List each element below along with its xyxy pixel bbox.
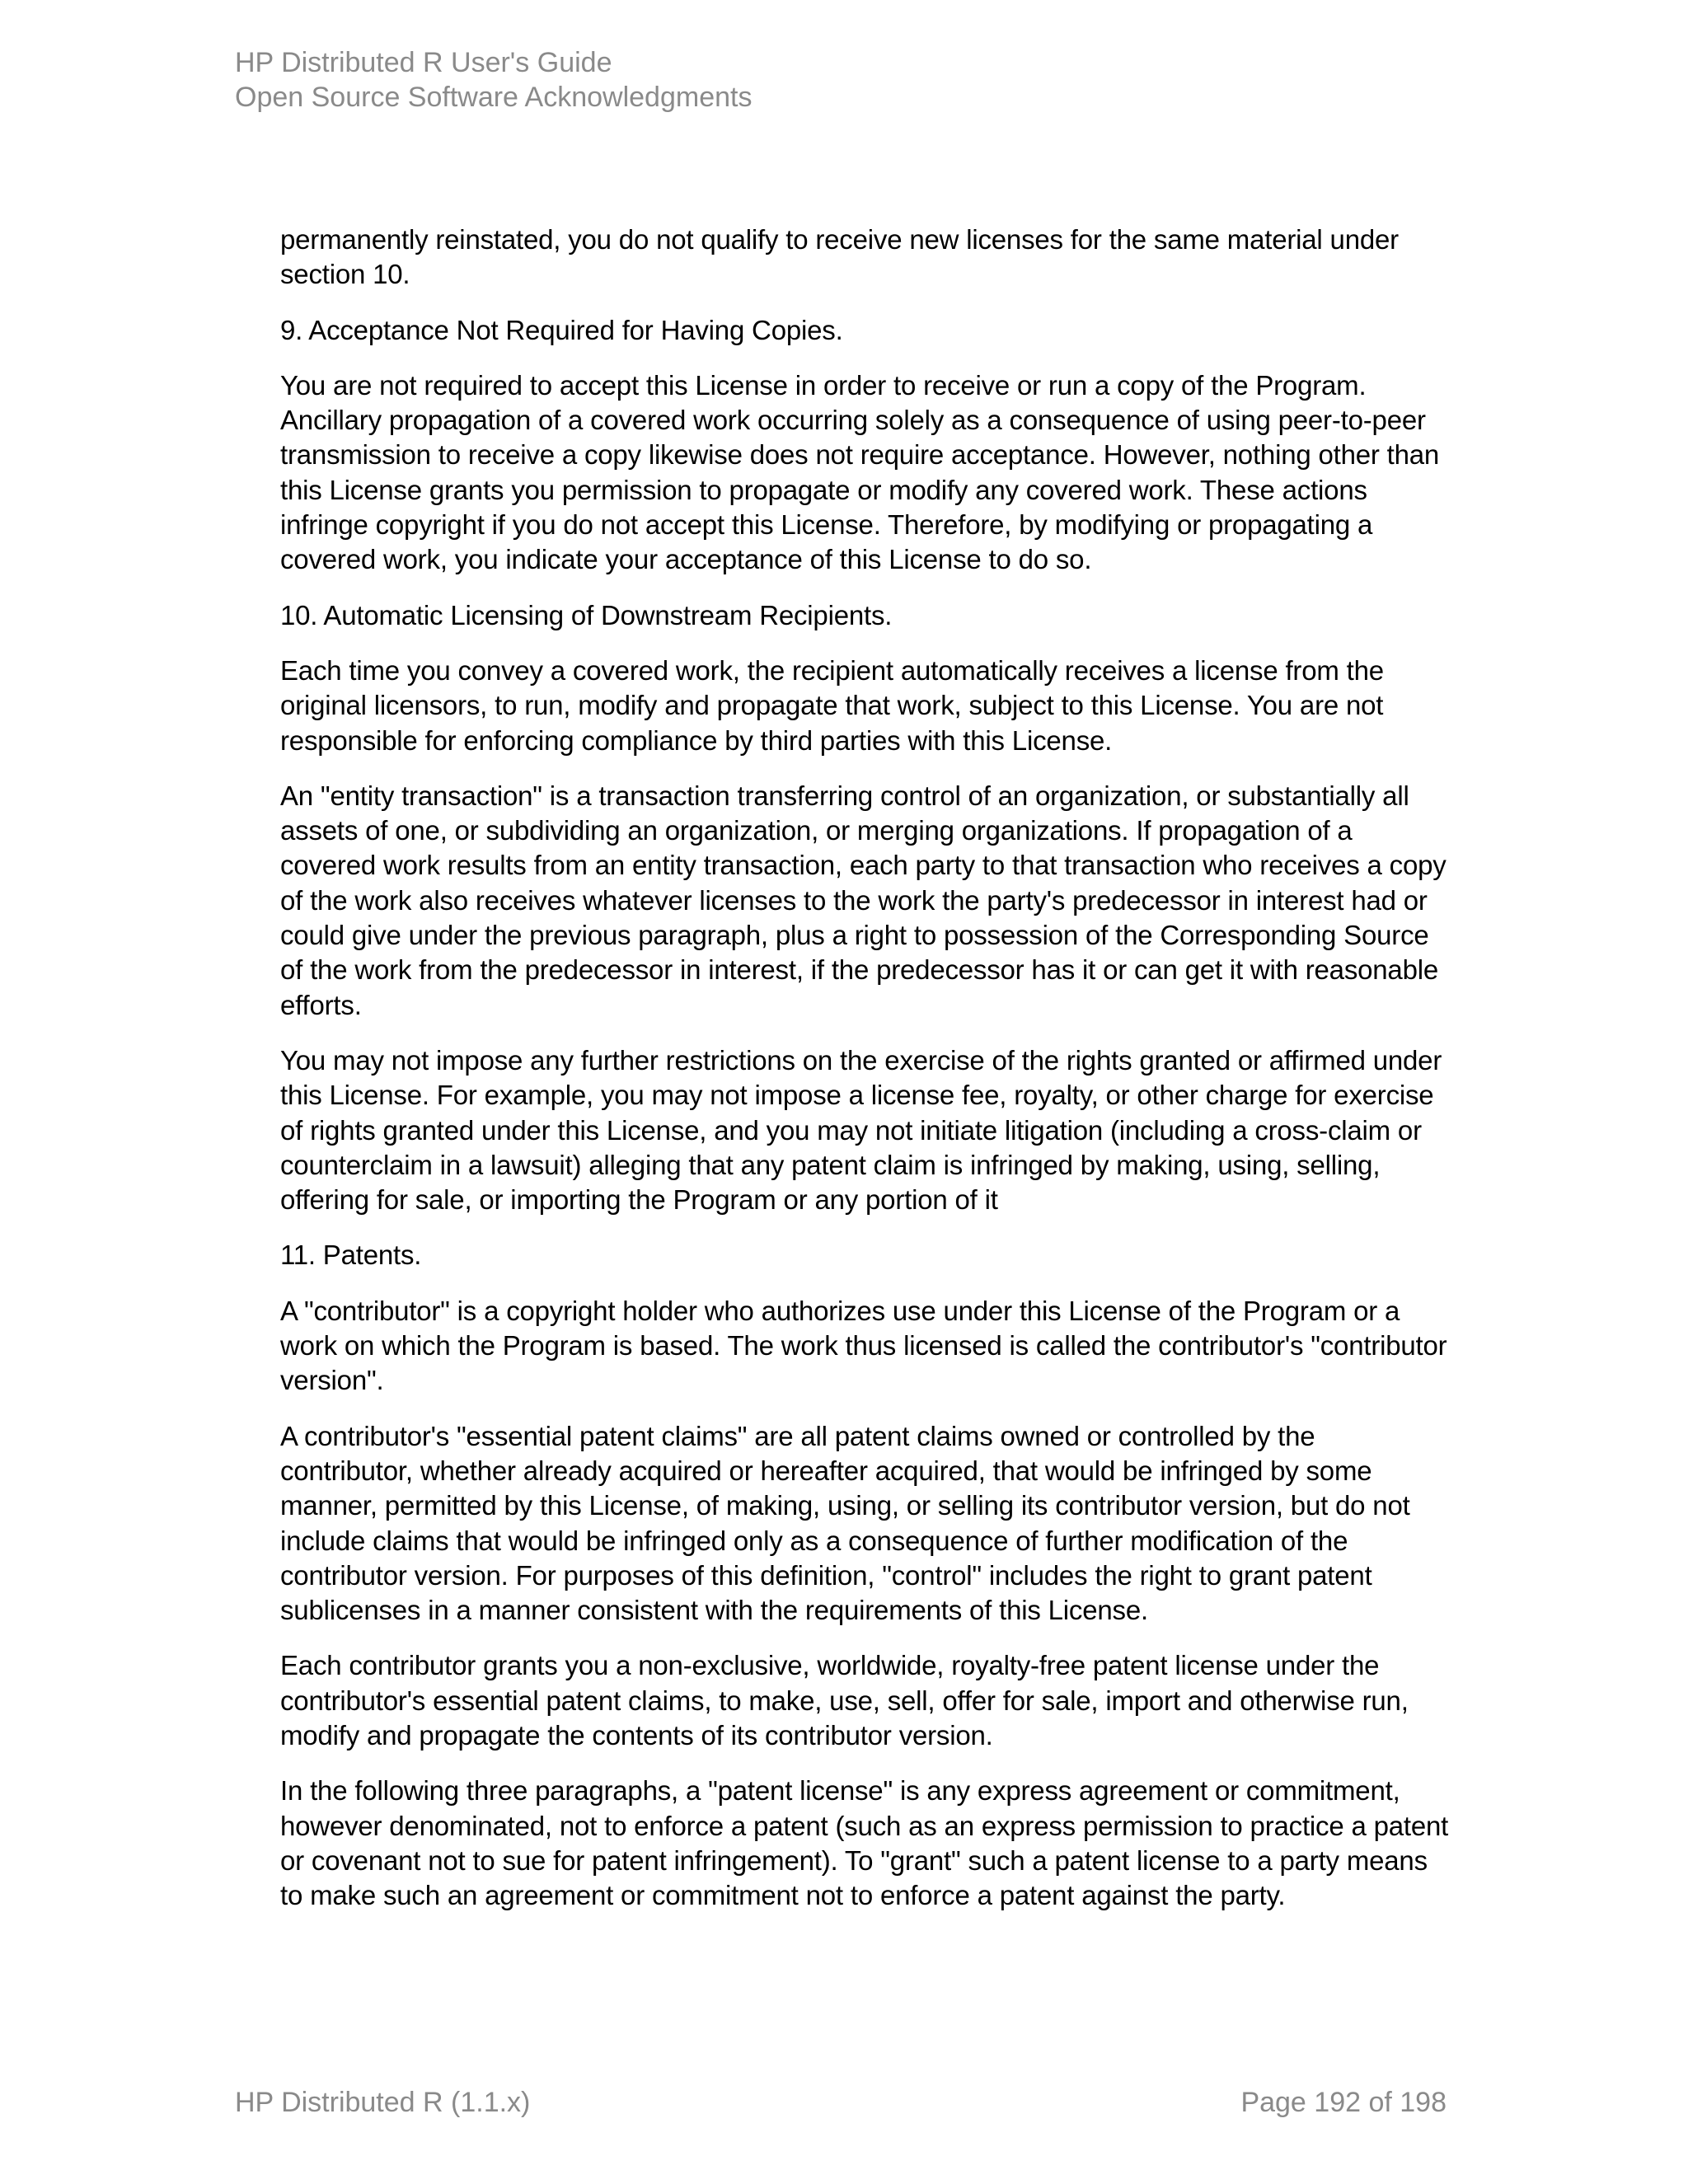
paragraph: An "entity transaction" is a transaction transferring control of an organization, or substantially all assets of one, or subdividing an organization, or merging organizations. If propagation of a covered work results from an entity transaction, each party to that transaction who receives a copy of the work also receives whatever licenses to the work the party's predecessor in interest had or could give under the previous paragraph, plus a right to possession of the Corresponding Source of the work from the predecessor in interest, if the predecessor has it or can get it with reasonable efforts. [280, 780, 1447, 1020]
paragraph: Each contributor grants you a non-exclusive, worldwide, royalty-free patent license under the contributor's essential patent claims, to make, use, sell, offer for sale, import and otherwise run, modify and propagate the contents of its contributor version. [280, 1650, 1409, 1750]
paragraph: A contributor's "essential patent claims" are all patent claims owned or controlled by the contributor, whether already acquired or hereafter acquired, that would be infringed by some manner, permitted by this License, of making, using, or selling its contributor version, but do not include claims that would be infringed only as a consequence of further modification of the contributor version. For purposes of this definition, "control" includes the right to grant patent sublicenses in a manner consistent with the requirements of this License. [280, 1420, 1410, 1626]
section-heading-10: 10. Automatic Licensing of Downstream Recipients. [280, 599, 893, 630]
section-title: Open Source Software Acknowledgments [235, 82, 753, 113]
paragraph: Each time you convey a covered work, the recipient automatically receives a license from the original licensors, to run, modify and propagate that work, subject to this License. You are not responsible for enforcing compliance by third parties with this License. [280, 654, 1384, 756]
section-heading-11: 11. Patents. [280, 1240, 422, 1271]
guide-title: HP Distributed R User's Guide [235, 47, 612, 78]
running-footer [235, 2085, 1447, 2120]
paragraph: You are not required to accept this License in order to receive or run a copy of the Program. Ancillary propagation of a covered work occurring solely as a consequence of using peer-to-peer transmission to receive a copy likewise does not require acceptance. However, nothing other than this License grants you permission to propagate or modify any covered work. These actions infringe copyright if you do not accept this License. Therefore, by modifying or propagating a covered work, you indicate your acceptance of this License to do so. [280, 369, 1440, 575]
section-heading-9: 9. Acceptance Not Required for Having Copies. [280, 314, 843, 345]
running-header [235, 45, 752, 115]
product-version: HP Distributed R (1.1.x) [235, 2087, 531, 2118]
page-number: Page 192 of 198 [1240, 2087, 1447, 2118]
paragraph: A "contributor" is a copyright holder who authorizes use under this License of the Program or a work on which the Program is based. The work thus licensed is called the contributor's "contributor version". [280, 1295, 1447, 1396]
paragraph-continuation: permanently reinstated, you do not qualify to receive new licenses for the same material under section 10. [280, 224, 1399, 290]
paragraph: You may not impose any further restrictions on the exercise of the rights granted or affirmed under this License. For example, you may not impose a license fee, royalty, or other charge for exercise of rights granted under this License, and you may not initiate litigation (including a cross-claim or counterclaim in a lawsuit) alleging that any patent claim is infringed by making, using, selling, offering for sale, or importing the Program or any portion of it [280, 1044, 1442, 1216]
document-body [280, 223, 1451, 1933]
paragraph: In the following three paragraphs, a "patent license" is any express agreement or commitment, however denominated, not to enforce a patent (such as an express permission to practice a patent or covenant not to sue for patent infringement). To "grant" such a patent license to a party means to make such an agreement or commitment not to enforce a patent against the party. [280, 1775, 1449, 1911]
